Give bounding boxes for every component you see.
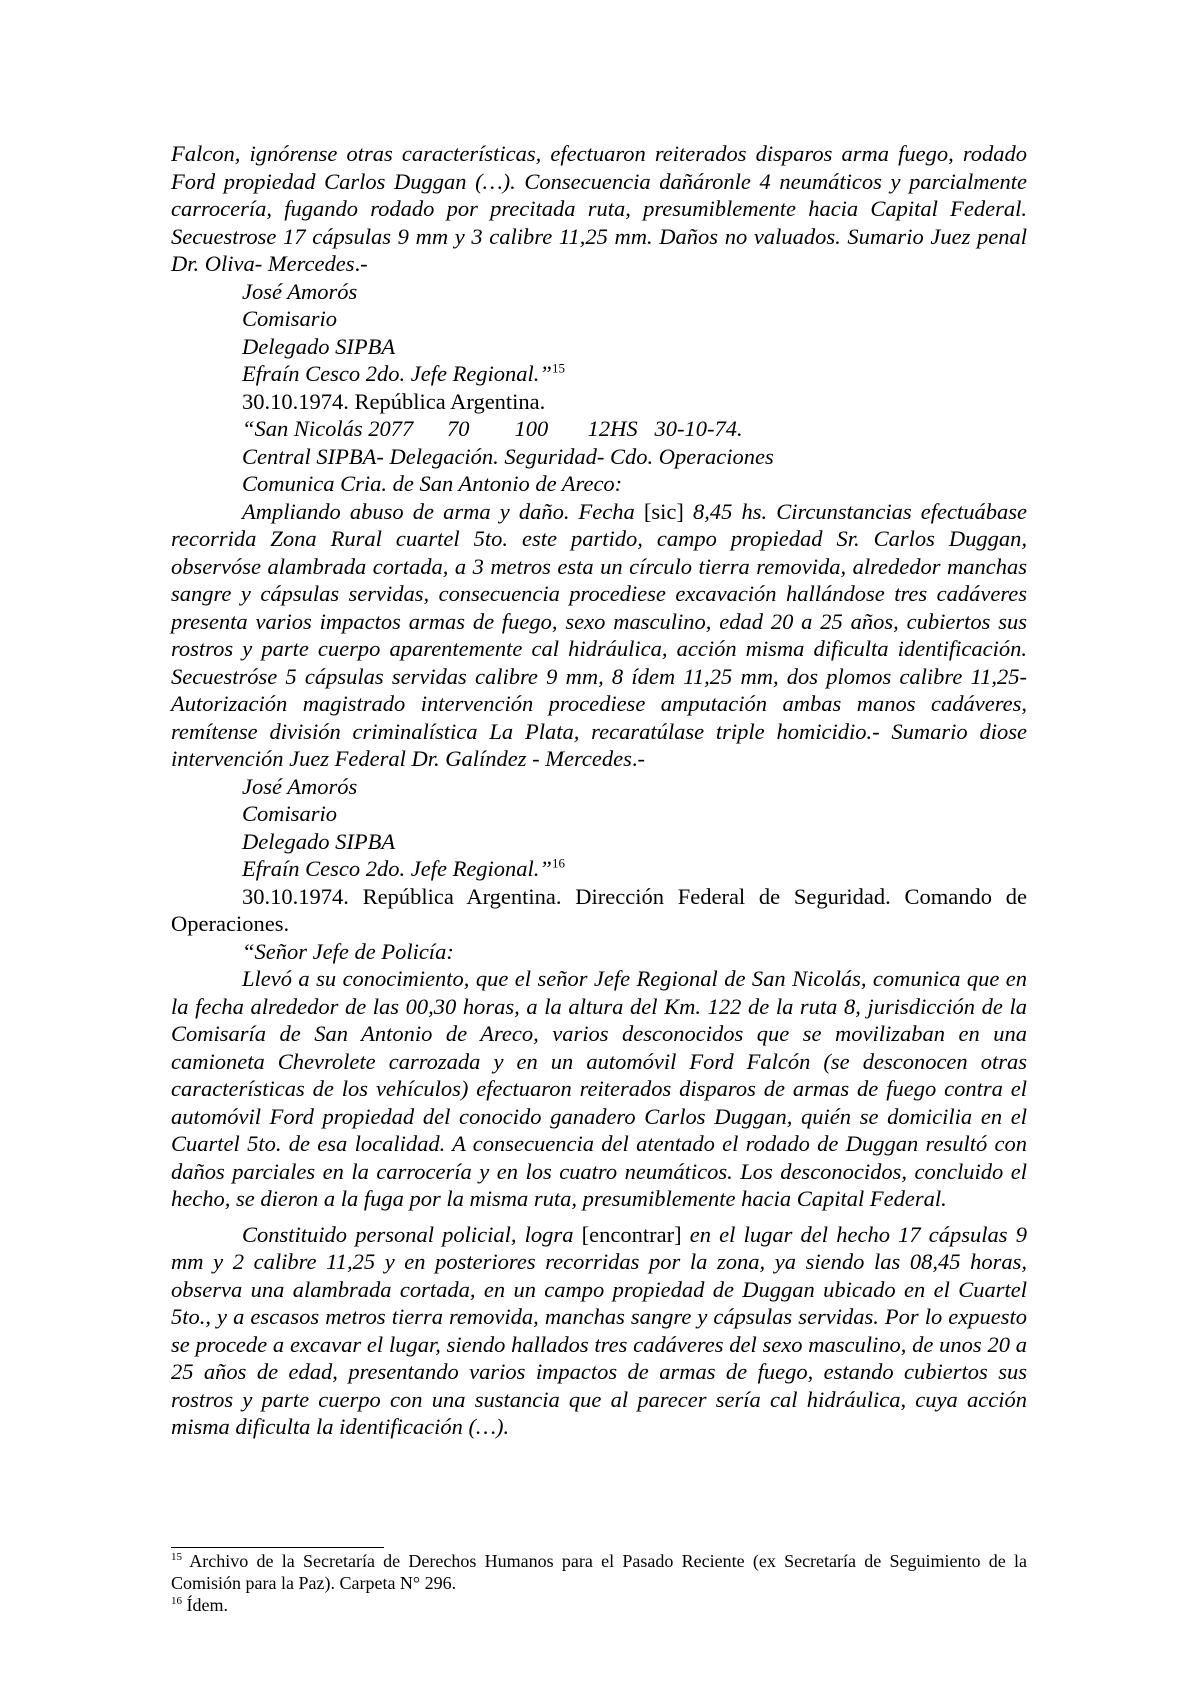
signatory-role: Delegado SIPBA xyxy=(242,333,396,359)
signatory-rank: Comisario xyxy=(242,306,338,331)
signatory-rank: Comisario xyxy=(242,801,338,826)
date-line-2: 30.10.1974. República Argentina. Dirección Federal de Seguridad. Comando de Operaciones. xyxy=(171,883,1027,936)
signatory-role: Delegado SIPBA xyxy=(242,828,396,854)
signatory-name: José Amorós xyxy=(242,278,358,304)
footnote-ref-16: 16 xyxy=(551,855,565,871)
paragraph-report-1: Llevó a su conocimiento, que el señor Jefe Regional de San Nicolás, comunica que en la fecha alrededor de las 00,30 horas, a la altura del Km. 122 de la ruta 8, jurisdicción de la Comisaría de San Antonio de Areco, varios desconocidos que se movilizaban en una camioneta Chevrolete carrozada y en un automóvil Ford Falcón (se desconocen otras características de los vehículos) efectuaron reiterados disparos de armas de fuego contra el automóvil Ford propiedad del conocido ganadero Carlos Duggan, quién se domicilia en el Cuartel 5to. de esa localidad. A consecuencia del atentado el rodado de Duggan resultó con daños parciales en la carrocería y en los cuatro neumáticos. Los desconocidos, concluido el hecho, se dieron a la fuga por la misma ruta, presumiblemente hacia Capital Federal. xyxy=(171,966,1027,1211)
paragraph-telegram-2: Ampliando abuso de arma y daño. Fecha [sic] 8,45 hs. Circunstancias efectuábase recorrida Zona Rural cuartel 5to. este partido, campo propiedad Sr. Carlos Duggan, observóse alambrada cortada, a 3 metros esta un círculo tierra removida, alrededor manchas sangre y cápsulas servidas, consecuencia procediese excavación hallándose tres cadáveres presenta varios impactos armas de fuego, sexo masculino, edad 20 a 25 años, cubiertos sus rostros y parte cuerpo aparentemente cal hidráulica, acción misma dificulta identificación. Secuestróse 5 cápsulas servidas calibre 9 mm, 8 ídem 11,25 mm, dos plomos calibre 11,25- Autorización magistrado intervención procediese amputación ambas manos cadáveres, remítense división criminalística La Plata, recaratúlase triple homicidio.- Sumario diose intervención Juez Federal Dr. Galíndez - Mercedes.- xyxy=(171,498,1027,771)
paragraph-report-2: Constituido personal policial, logra [encontrar] en el lugar del hecho 17 cápsulas 9 mm y 2 calibre 11,25 y en posteriores recorridas por la zona, ya siendo las 08,45 horas, observa una alambrada cortada, en un campo propiedad de Duggan ubicado en el Cuartel 5to., y a escasos metros tierra removida, manchas sangre y cápsulas servidas. Por lo expuesto se procede a excavar el lugar, siendo hallados tres cadáveres del sexo masculino, de unos 20 a 25 años de edad, presentando varios impactos de armas de fuego, estando cubiertos sus rostros y parte cuerpo con una sustancia que al parecer sería cal hidráulica, cuya acción misma dificulta la identificación (…). xyxy=(171,1221,1027,1439)
footnote-separator xyxy=(171,1547,384,1548)
signature-block-2 xyxy=(171,773,1027,883)
signatory-chief: Efraín Cesco 2do. Jefe Regional.”$^{16}$ xyxy=(242,855,565,881)
signatory-chief: Efraín Cesco 2do. Jefe Regional.”$^{15}$ xyxy=(242,360,565,386)
signatory-name: José Amorós xyxy=(242,773,358,799)
comunica-line: Comunica Cria. de San Antonio de Areco: xyxy=(242,471,623,496)
salutation: “Señor Jefe de Policía: xyxy=(242,938,454,964)
footnote-number: 15 xyxy=(171,1551,182,1563)
bracket-note: [encontrar] xyxy=(581,1221,682,1247)
paragraph-telegram-1: Falcon, ignórense otras características, efectuaron reiterados disparos arma fuego, rodado Ford propiedad Carlos Duggan (…). Consecuencia dañáronle 4 neumáticos y parcialmente carrocería, fugando rodado por precitada ruta, presumiblemente hacia Capital Federal. Secuestrose 17 cápsulas 9 mm y 3 calibre 11,25 mm. Daños no valuados. Sumario Juez penal Dr. Oliva- Mercedes.- xyxy=(171,141,1027,276)
sic-note: [sic] xyxy=(643,498,684,524)
footnote-text: Archivo de la Secretaría de Derechos Humanos para el Pasado Reciente (ex Secretaría de Seguimiento de la Comisión para la Paz). Carpeta N° 296. xyxy=(171,1551,1027,1593)
footnote-number: 16 xyxy=(171,1595,182,1607)
central-line: Central SIPBA- Delegación. Seguridad- Cdo. Operaciones xyxy=(242,443,774,469)
document-body xyxy=(171,140,1027,1441)
date-line-1: 30.10.1974. República Argentina. xyxy=(242,388,546,414)
footnote-15 xyxy=(171,1550,1027,1594)
telegram-header: “San Nicolás 2077 70 100 12HS 30-10-74. xyxy=(242,416,743,441)
footnote-text: Ídem. xyxy=(182,1595,228,1615)
signature-block-1 xyxy=(171,278,1027,388)
footnote-ref-15: 15 xyxy=(551,360,565,376)
footnotes xyxy=(171,1550,1027,1616)
footnote-16 xyxy=(171,1594,1027,1616)
